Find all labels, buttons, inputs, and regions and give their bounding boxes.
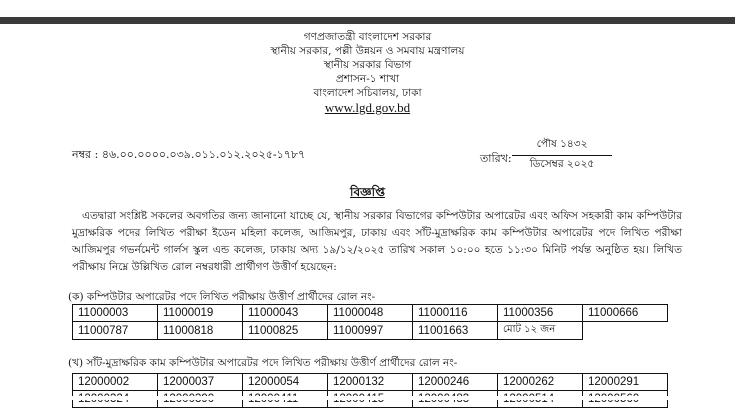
header-website-row [0,101,735,116]
roll-cell: 12000262 [498,374,583,391]
roll-cell: 12000037 [158,374,243,391]
table-row [73,305,668,322]
roll-cell: 11000019 [158,305,243,322]
roll-cell: 11000003 [73,305,158,322]
page-bottom-edge [0,396,735,400]
roll-cell: 11000048 [328,305,413,322]
roll-cell: 11001663 [413,322,498,340]
memo-number-label: নম্বর : [72,148,99,161]
notice-body [72,208,682,276]
section-b-heading: (খ) সাঁট-মুদ্রাক্ষরিক কাম কম্পিউটার অপারেটর পদে লিখিত পরীক্ষায় উত্তীর্ণ প্রার্থীদের রোল নং- [68,357,458,369]
roll-cell: 12000054 [243,374,328,391]
roll-cell: 12000132 [328,374,413,391]
date-bangla: পৌষ ১৪৩২ [512,137,612,156]
notice-body-text: এতদ্বারা সংশ্লিষ্ট সকলের অবগতির জন্য জানানো যাচ্ছে যে, স্থানীয় সরকার বিভাগের কম্পিউটার অপারেটর এবং অফিস সহকারী কাম কম্পিউটার মুদ্রাক্ষরিক পদের লিখিত পরীক্ষা ইডেন মহিলা কলেজ, আজিমপুর, ঢাকায় এবং সাঁট-মুদ্রাক্ষরিক কাম কম্পিউটার অপারেটর পদে লিখিত পরীক্ষা আজিমপুর গভর্নমেন্ট গার্লস স্কুল এন্ড কলেজ, ঢাকায় অদ্য ১৯/১২/২০২৫ তারিখ সকাল ১০:০০ হতে ১১:৩০ মিনিট পর্যন্ত অনুষ্ঠিত হয়। লিখিত পরীক্ষায় নিম্নে উল্লিখিত রোল নম্বরধারী প্রার্থীগণ উত্তীর্ণ হয়েছেন: [72,210,682,273]
roll-cell: 11000787 [73,322,158,340]
section-a-heading: (ক) কম্পিউটার অপারেটর পদে লিখিত পরীক্ষায় উত্তীর্ণ প্রার্থীদের রোল নং- [68,291,376,303]
section-b-roll-table [72,373,668,408]
roll-cell: 11000043 [243,305,328,322]
roll-cell: 11000116 [413,305,498,322]
table-row [73,374,668,391]
roll-cell: 11000825 [243,322,328,340]
roll-cell: 12000246 [413,374,498,391]
roll-cell: 12000291 [583,374,668,391]
top-border-bar [0,17,735,24]
header-division: স্থানীয় সরকার বিভাগ [323,59,412,71]
header-secretariat: বাংলাদেশ সচিবালয়, ঢাকা [313,87,422,99]
header-govt: গণপ্রজাতন্ত্রী বাংলাদেশ সরকার [303,31,432,43]
total-count-cell: মোট ১২ জন [498,322,583,340]
memo-number-row [72,146,305,165]
date-block [512,137,612,174]
website-link[interactable]: www.lgd.gov.bd [324,100,411,115]
notice-title: বিজ্ঞপ্তি [350,185,385,199]
date-gregorian: ডিসেম্বর ২০২৫ [529,158,595,170]
roll-cell: 12000002 [73,374,158,391]
roll-cell: 11000356 [498,305,583,322]
header-branch: প্রশাসন-১ শাখা [335,73,400,85]
section-a-roll-table [72,304,668,340]
roll-cell: 11000818 [158,322,243,340]
roll-cell: 11000666 [583,305,668,322]
date-label: তারিখ: [480,152,512,165]
memo-number: ৪৬.০০.০০০০.০৩৯.০১১.০১২.২০২৫-১৭৮৭ [101,148,306,161]
table-row [73,322,668,340]
header-ministry: স্থানীয় সরকার, পল্লী উন্নয়ন ও সমবায় মন্ত্রণালয় [270,45,465,57]
roll-cell: 11000997 [328,322,413,340]
